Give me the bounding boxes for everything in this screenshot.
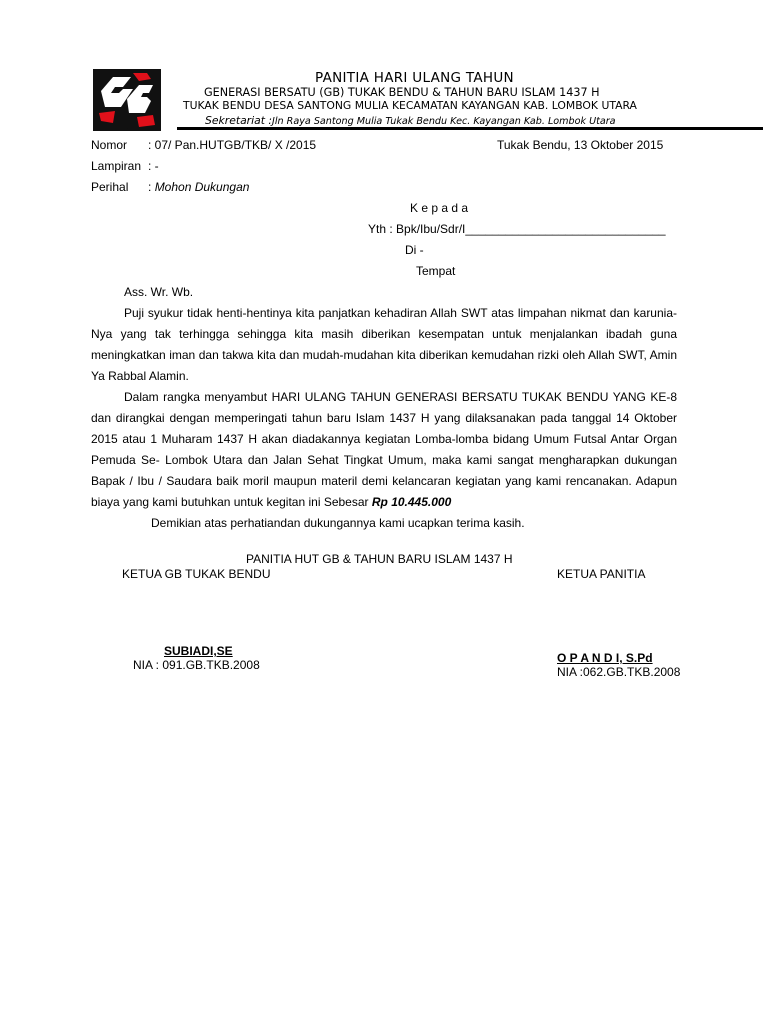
left-signatory-name: SUBIADI,SE bbox=[164, 644, 233, 658]
nomor-value: : 07/ Pan.HUTGB/TKB/ X /2015 bbox=[148, 138, 317, 152]
letterhead-divider bbox=[177, 127, 763, 130]
paragraph-request bbox=[91, 387, 677, 513]
perihal-row bbox=[148, 180, 249, 194]
letterhead-organization: GENERASI BERSATU (GB) TUKAK BENDU & TAHUN BARU ISLAM 1437 H bbox=[204, 86, 600, 99]
letterhead-title: PANITIA HARI ULANG TAHUN bbox=[315, 70, 514, 86]
kepada-label: K e p a d a bbox=[410, 201, 469, 215]
left-signatory-nia: NIA : 091.GB.TKB.2008 bbox=[133, 658, 260, 672]
organization-logo bbox=[93, 69, 161, 131]
recipient-line: Yth : Bpk/Ibu/Sdr/I______________________________ bbox=[368, 222, 666, 236]
committee-name: PANITIA HUT GB & TAHUN BARU ISLAM 1437 H bbox=[246, 552, 513, 566]
closing-sentence: Demikian atas perhatiandan dukungannya kami ucapkan terima kasih. bbox=[151, 516, 525, 530]
perihal-colon: : bbox=[148, 180, 152, 194]
secretariat-address: Jln Raya Santong Mulia Tukak Bendu Kec. Kayangan Kab. Lombok Utara bbox=[272, 116, 616, 127]
right-signatory-title: KETUA PANITIA bbox=[557, 567, 646, 581]
request-text: Dalam rangka menyambut HARI ULANG TAHUN GENERASI BERSATU TUKAK BENDU YANG KE-8 dan dirangkai dengan memperingati tahun baru Islam 1437 H yang dilaksanakan pada tanggal 14 Oktober 2015 atau 1 Muharam 1437 H akan diadakannya kegiatan Lomba-lomba bidang Umum Futsal Antar Organ Pemuda Se- Lombok Utara dan Jalan Sehat Tingkat Umum, maka kami sangat mengharapkan dukungan Bapak / Ibu / Saudara baik moril maupun materil demi kelancaran kegiatan yang kami rencanakan. Adapun biaya yang kami butuhkan untuk kegitan ini Sebesar bbox=[91, 390, 677, 509]
left-signatory-title: KETUA GB TUKAK BENDU bbox=[122, 567, 271, 581]
secretariat-label: Sekretariat : bbox=[205, 114, 273, 127]
letterhead-address: TUKAK BENDU DESA SANTONG MULIA KECAMATAN KAYANGAN KAB. LOMBOK UTARA bbox=[183, 99, 637, 112]
lampiran-label: Lampiran bbox=[91, 159, 142, 173]
place-date: Tukak Bendu, 13 Oktober 2015 bbox=[497, 138, 664, 152]
lampiran-value: : - bbox=[148, 159, 159, 173]
budget-amount: Rp 10.445.000 bbox=[371, 495, 452, 509]
perihal-label: Perihal bbox=[91, 180, 129, 194]
recipient-di: Di - bbox=[405, 243, 424, 257]
nomor-label: Nomor bbox=[91, 138, 128, 152]
right-signatory-name: O P A N D I, S.Pd bbox=[557, 651, 653, 665]
greeting: Ass. Wr. Wb. bbox=[124, 285, 194, 299]
perihal-value: Mohon Dukungan bbox=[154, 180, 250, 194]
logo-text: GB bbox=[127, 129, 129, 130]
paragraph-gratitude: Puji syukur tidak henti-hentinya kita panjatkan kehadiran Allah SWT atas limpahan nikmat dan karunia-Nya yang tak terhingga sehingga kita masih diberikan kesempatan untuk menjalankan ibadah guna meningkatkan iman dan takwa kita dan mudah-mudahan kita diberikan kemudahan rizki oleh Allah SWT, Amin Ya Rabbal Alamin. bbox=[91, 306, 677, 383]
right-signatory-nia: NIA :062.GB.TKB.2008 bbox=[557, 665, 681, 679]
recipient-place: Tempat bbox=[416, 264, 456, 278]
